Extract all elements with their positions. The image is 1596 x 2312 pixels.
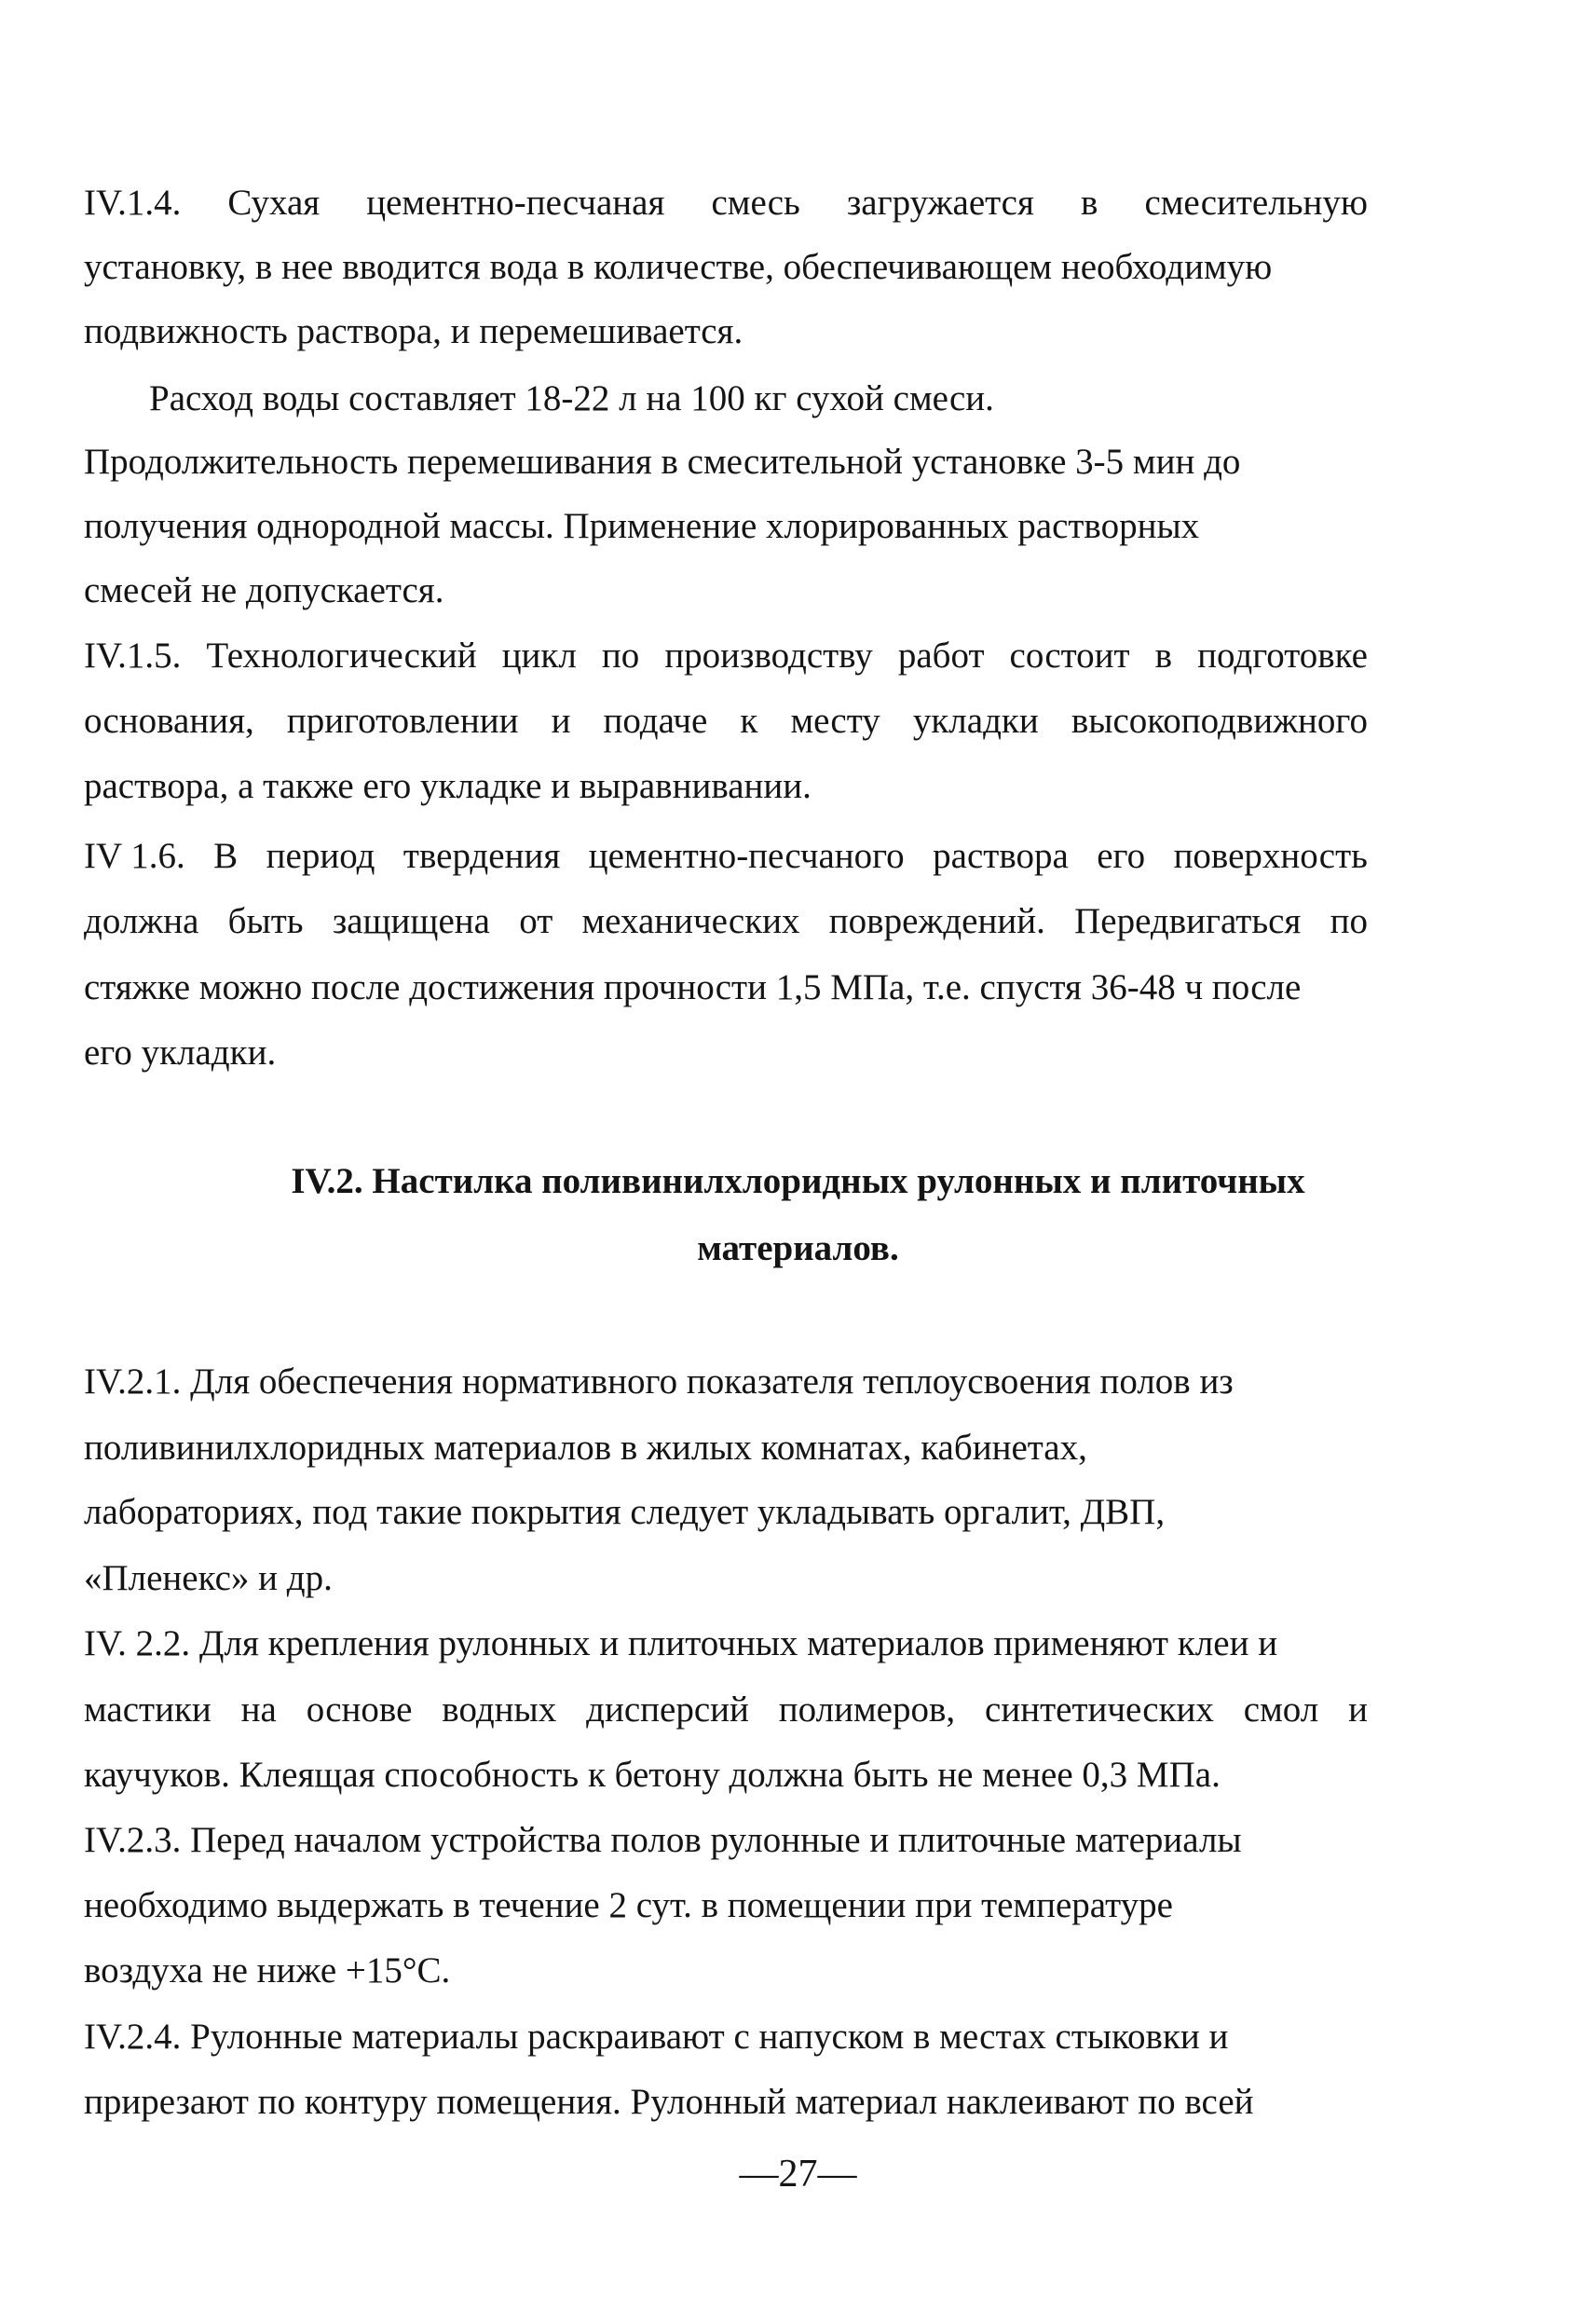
word: работ — [897, 636, 985, 676]
word: дисперсий — [586, 1690, 749, 1730]
p2-1-line-2: поливинилхлоридных материалов в жилых комнатах, кабинетах, — [84, 1428, 1087, 1468]
p2-3-line-3: воздуха не ниже +15°С. — [84, 1950, 451, 1991]
word: по — [1330, 901, 1368, 941]
word: основе — [306, 1690, 413, 1730]
word: IV 1.6. — [84, 836, 185, 876]
p2-3-line-2: необходимо выдержать в течение 2 сут. в помещении при температуре — [84, 1885, 1173, 1925]
word: цикл — [501, 636, 577, 676]
word: и — [551, 701, 571, 741]
word: смесь — [711, 183, 800, 223]
p2-2-line-2 — [84, 1688, 1368, 1732]
p1-6-line-3: стяжке можно после достижения прочности 1,5 МПа, т.е. спустя 36-48 ч после — [84, 967, 1302, 1007]
p2-1-line-3: лабораториях, под такие покрытия следует укладывать оргалит, ДВП, — [84, 1492, 1166, 1532]
p1-4-line-3: подвижность раствора, и перемешивается. — [84, 311, 743, 351]
mixing-line-3: смесей не допускается. — [84, 570, 444, 610]
word: загружается — [846, 183, 1034, 223]
word: Технологический — [206, 636, 477, 676]
mixing-line-1: Продолжительность перемешивания в смесительной установке 3-5 мин до — [84, 442, 1241, 482]
word: на — [240, 1690, 277, 1730]
word: укладки — [912, 701, 1039, 741]
word: Сухая — [227, 183, 321, 223]
p1-6-line-1 — [84, 834, 1368, 879]
p2-4-line-2: прирезают по контуру помещения. Рулонный материал наклеивают по всей — [84, 2082, 1254, 2122]
word: высокоподвижного — [1071, 701, 1368, 741]
p2-2-line-1: IV. 2.2. Для крепления рулонных и плиточных материалов применяют клеи и — [84, 1623, 1278, 1663]
word: период — [266, 836, 375, 876]
word: смесительную — [1144, 183, 1368, 223]
word: синтетических — [985, 1690, 1214, 1730]
section-heading-line-1: IV.2. Настилка поливинилхлоридных рулонных и плиточных — [291, 1161, 1305, 1201]
p1-4-line-1 — [84, 181, 1368, 226]
word: мастики — [84, 1690, 211, 1730]
p1-4-line-2: установку, в нее вводится вода в количестве, обеспечивающем необходимую — [84, 247, 1273, 287]
word: и — [1348, 1690, 1368, 1730]
word: состоит — [1009, 636, 1130, 676]
word: к — [740, 701, 758, 741]
word: в — [1080, 183, 1098, 223]
word: защищена — [332, 901, 490, 941]
p2-3-line-1: IV.2.3. Перед началом устройства полов рулонные и плиточные материалы — [84, 1820, 1242, 1860]
word: смол — [1243, 1690, 1319, 1730]
word: подготовке — [1197, 636, 1368, 676]
word: IV.1.5. — [84, 636, 182, 676]
word: подаче — [603, 701, 708, 741]
word: его — [1097, 836, 1146, 876]
word: Передвигаться — [1074, 901, 1302, 941]
water-consumption-line: Расход воды составляет 18-22 л на 100 кг сухой смеси. — [149, 378, 994, 418]
word: быть — [227, 901, 304, 941]
word: цементно-песчаная — [366, 183, 665, 223]
p2-4-line-1: IV.2.4. Рулонные материалы раскраивают с напуском в местах стыковки и — [84, 2017, 1229, 2057]
word: поверхность — [1173, 836, 1368, 876]
word: месту — [790, 701, 880, 741]
mixing-line-2: получения однородной массы. Применение хлорированных растворных — [84, 506, 1200, 546]
p1-6-line-2 — [84, 899, 1368, 944]
p1-5-line-2 — [84, 699, 1368, 744]
word: полимеров, — [778, 1690, 956, 1730]
word: водных — [442, 1690, 557, 1730]
word: в — [1154, 636, 1173, 676]
word: В — [213, 836, 239, 876]
p1-6-line-4: его укладки. — [84, 1033, 277, 1073]
word: должна — [84, 901, 199, 941]
word: цементно-песчаного — [588, 836, 905, 876]
word: производству — [664, 636, 873, 676]
section-heading-line-2: материалов. — [697, 1228, 899, 1268]
word: IV.1.4. — [84, 183, 182, 223]
word: приготовлении — [286, 701, 519, 741]
p1-5-line-1 — [84, 634, 1368, 678]
p1-5-line-3: раствора, а также его укладке и выравнивании. — [84, 766, 812, 806]
p2-2-line-3: каучуков. Клеящая способность к бетону должна быть не менее 0,3 МПа. — [84, 1755, 1221, 1795]
word: механических — [581, 901, 800, 941]
word: основания, — [84, 701, 254, 741]
word: твердения — [402, 836, 561, 876]
word: раствора — [933, 836, 1069, 876]
word: повреждений. — [828, 901, 1045, 941]
word: по — [601, 636, 640, 676]
page-number: —27— — [739, 2153, 857, 2196]
word: от — [519, 901, 553, 941]
p2-1-line-4: «Пленекс» и др. — [84, 1558, 333, 1598]
p2-1-line-1: IV.2.1. Для обеспечения нормативного показателя теплоусвоения полов из — [84, 1361, 1234, 1402]
